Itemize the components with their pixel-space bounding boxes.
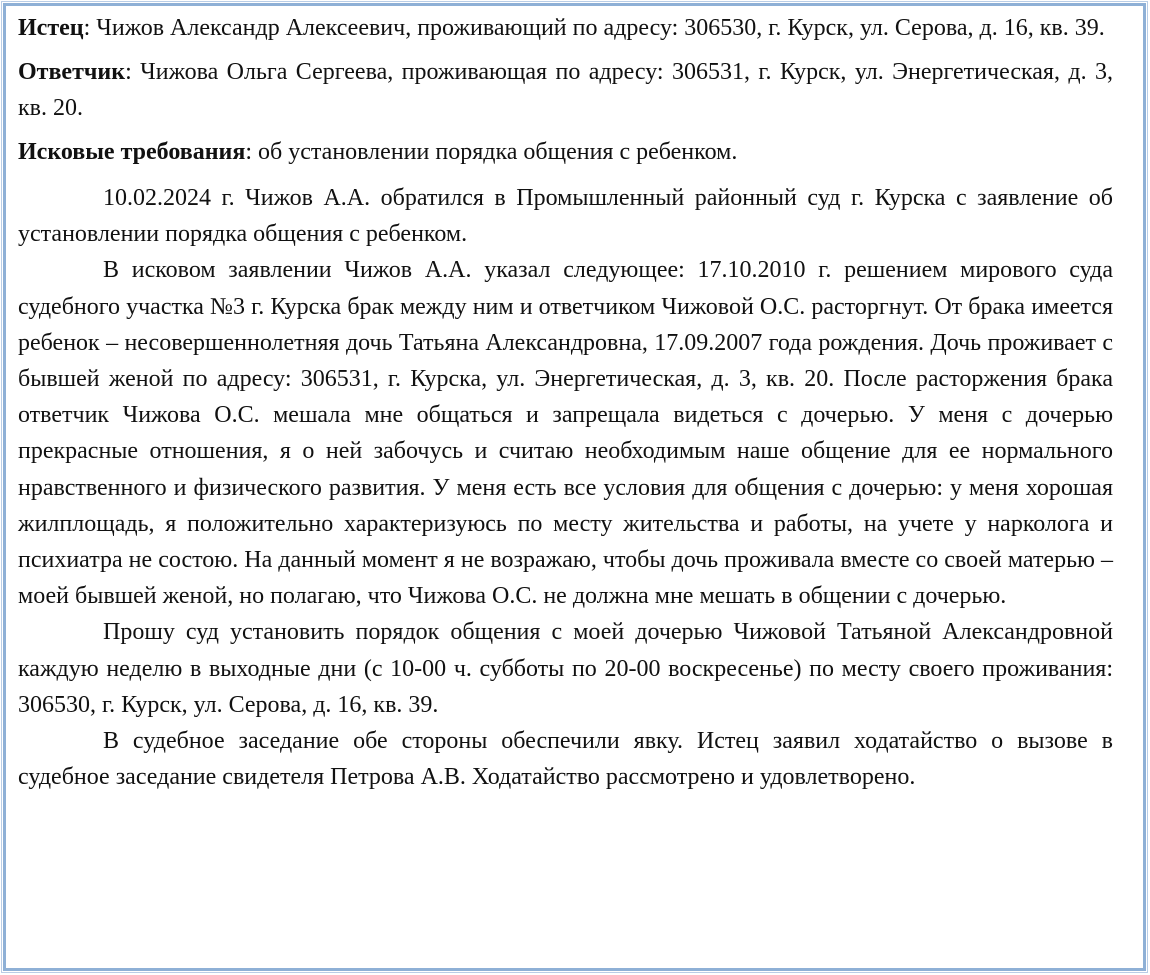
defendant-field bbox=[18, 54, 1113, 126]
plaintiff-text: : Чижов Александр Алексеевич, проживающий по адресу: 306530, г. Курск, ул. Серова, д. 16, кв. 39. bbox=[83, 15, 1105, 41]
claims-label: Исковые требования bbox=[18, 139, 246, 165]
claims-text: : об установлении порядка общения с ребенком. bbox=[245, 139, 738, 165]
paragraph-filing: 10.02.2024 г. Чижов А.А. обратился в Промышленный районный суд г. Курска с заявление об установлении порядка общения с ребенком. bbox=[18, 185, 1113, 248]
defendant-label: Ответчик bbox=[18, 59, 126, 85]
defendant-text: : Чижова Ольга Сергеева, проживающая по адресу: 306531, г. Курск, ул. Энергетическая, д. 3, кв. 20. bbox=[18, 59, 1113, 121]
paragraph-hearing: В судебное заседание обе стороны обеспечили явку. Истец заявил ходатайство о вызове в судебное заседание свидетеля Петрова А.В. Ходатайство рассмотрено и удовлетворено. bbox=[18, 728, 1113, 791]
document-body bbox=[18, 10, 1113, 795]
document-frame bbox=[3, 3, 1146, 971]
paragraph-claim-details: В исковом заявлении Чижов А.А. указал следующее: 17.10.2010 г. решением мирового суда судебного участка №3 г. Курска брак между ним и ответчиком Чижовой О.С. расторгнут. От брака имеется ребенок – несовершеннолетняя дочь Татьяна Александровна, 17.09.2007 года рождения. Дочь проживает с бывшей женой по адресу: 306531, г. Курска, ул. Энергетическая, д. 3, кв. 20. После расторжения брака ответчик Чижова О.С. мешала мне общаться и запрещала видеться с дочерью. У меня с дочерью прекрасные отношения, я о ней забочусь и считаю необходимым наше общение для ее нормального нравственного и физического развития. У меня есть все условия для общения с дочерью: у меня хорошая жилплощадь, я положительно характеризуюсь по месту жительства и работы, на учете у нарколога и психиатра не состою. На данный момент я не возражаю, чтобы дочь проживала вместе со своей матерью – моей бывшей женой, но полагаю, что Чижова О.С. не должна мне мешать в общении с дочерью. bbox=[18, 257, 1113, 610]
plaintiff-label: Истец bbox=[18, 15, 84, 41]
claims-field bbox=[18, 134, 1113, 170]
plaintiff-field bbox=[18, 10, 1113, 46]
paragraph-request: Прошу суд установить порядок общения с моей дочерью Чижовой Татьяной Александровной каждую неделю в выходные дни (с 10-00 ч. субботы по 20-00 воскресенье) по месту своего проживания: 306530, г. Курск, ул. Серова, д. 16, кв. 39. bbox=[18, 619, 1113, 718]
